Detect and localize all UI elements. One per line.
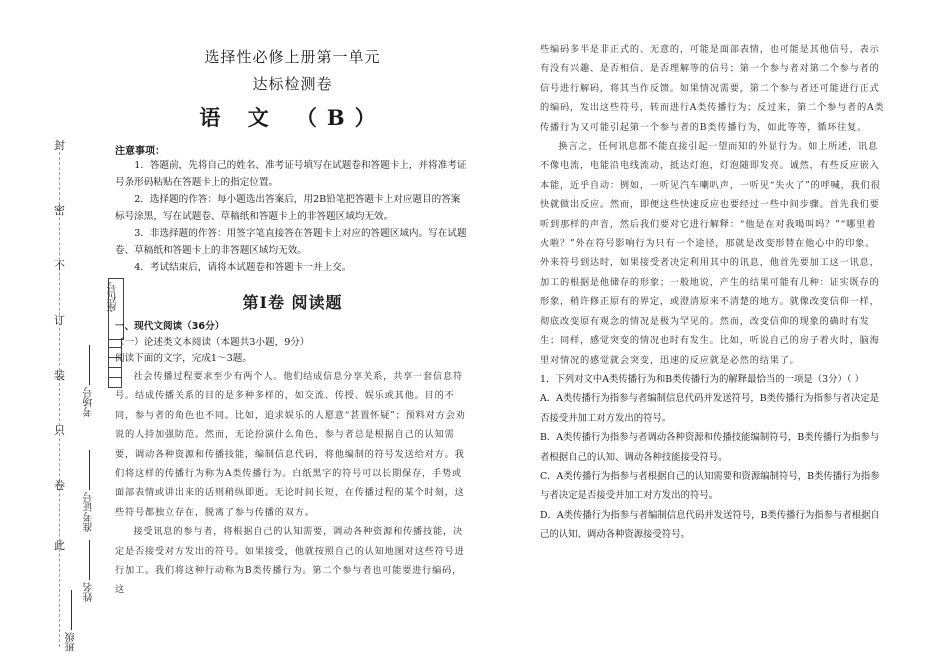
question-1: 1．下列对文中A类传播行为和B类传播行为的解释最恰当的一项是（3分）（ ） bbox=[540, 373, 864, 385]
unit-title: 选择性必修上册第一单元 bbox=[204, 48, 381, 66]
seal-char: 订 bbox=[54, 314, 65, 327]
exam-room-field[interactable]: 考场号 bbox=[84, 345, 96, 417]
passage-paragraph: 换言之，任何讯息都不能直接引起一望而知的外显行为。如上所述，讯息不像电流，电能沿电线流动，抵达灯泡，灯泡随即发亮。诚然，有些反应嵌入本能，近乎自动：例如，一听见汽车喇叭声，一听见“失火了”的呼喊，我们很快就做出反应。然而，即便这些快速反应也要经过一些中间步骤。首先我们要听到那样的声音，然后我们要对它进行解释：“他是在对我喝叫吗？”“哪里着火啦？”外在符号影响行为只有一个途径，那就是改变形替在他心中的印象。外来符号到达时，如果接受者决定利用其中的讯息，他首先要加工这一讯息，加工的根据是他储存的形象；一般地说，产生的结果可能有几种：证实既存的形象，稍许修正原有的界定，或澄清原来不清楚的地方。就像改变信仰一样，彻底改变原有观念的情况是极为罕见的。然而，改变信仰的现象的确时有发生；同样，感觉突变的情况也时有发生。比如，听说自己的房子着火时，脑海里对情况的感觉就会突变，迅速的反应就是必然的结果了。 bbox=[540, 141, 881, 366]
option-c: C．A类传播行为指参与者根据自己的认知需要和资源编制符号，B类传播行为指参与者决定是否接受并加工对方发出的符号。 bbox=[540, 470, 880, 502]
seal-char: 只 bbox=[54, 424, 65, 437]
seal-char: 此 bbox=[54, 539, 65, 552]
reading-instruction: 阅读下面的文字，完成1～3题。 bbox=[115, 353, 252, 364]
passage-paragraph: 接受讯息的参与者，将根据自己的认知需要，调动各种资源和传播技能，决定是否接受对方发出的符号。如果接受，他就按照自己的认知地图对这些符号进行加工。我们将这种行动称为B类传播行为。第二个参与者也可能要进行编码，这 bbox=[115, 526, 465, 596]
subsection-heading: （一）论述类文本阅读（本题共3小题，9分） bbox=[115, 337, 310, 348]
name-field[interactable]: 姓名 bbox=[84, 540, 96, 602]
left-column bbox=[115, 40, 470, 600]
notice-item: 3．非选择题的作答：用签字笔直接答在答题卡上对应的答题区域内。写在试题卷、草稿纸和答题卡上的非答题区域均无效。 bbox=[115, 228, 467, 256]
notice-heading: 注意事项： bbox=[115, 146, 165, 157]
seal-char: 密 bbox=[54, 204, 65, 217]
seal-char: 卷 bbox=[54, 479, 65, 492]
seal-char: 封 bbox=[54, 139, 65, 152]
section-subheading: 一、现代文阅读（36分） bbox=[115, 321, 225, 332]
subject-title: 语 文 （B） bbox=[199, 105, 386, 130]
option-d: D．A类传播行为指参与者编制信息代码并发送符号，B类传播行为指参与者根据自己的认知、调动各种资源接受符号。 bbox=[540, 509, 880, 541]
section-title: 第Ⅰ卷 阅读题 bbox=[242, 293, 343, 312]
notice-item: 4．考试结束后，请将本试题卷和答题卡一并上交。 bbox=[134, 262, 352, 273]
seal-char: 不 bbox=[54, 259, 65, 272]
notice-item: 2．选择题的作答：每小题选出答案后，用2B铅笔把答题卡上对应题目的答案标号涂黑，写在试题卷、草稿纸和答题卡上的非答题区域均无效。 bbox=[115, 194, 461, 222]
admission-number-field[interactable]: 准考证号 bbox=[84, 450, 96, 532]
passage-paragraph: 些编码多半是非正式的、无意的，可能是面部表情，也可能是其他信号，表示有没有兴趣、是否相信、是否理解等的信号；第一个参与者对第二个参与者的信号进行解码，将其当作反馈。如果情况需要，第二个参与者还可能进行正式的编码，发出这些符号，转而进行A类传播行为；反过来，第二个参与者的A类传播行为又可能引起第一个参与者的B类传播行为，如此等等，循环往复。 bbox=[540, 44, 885, 133]
binding-margin bbox=[40, 130, 120, 660]
test-title: 达标检测卷 bbox=[252, 75, 333, 93]
class-field[interactable]: 班级 bbox=[66, 590, 78, 652]
passage-paragraph: 社会传播过程要求至少有两个人。他们结成信息分享关系，共享一套信息符号。结成传播关系的目的是多种多样的，如交流、传授、娱乐或其他。目的不同，参与者的角色也不同。比如，追求娱乐的人愿意“甚置怀疑”；预料对方会劝说的人持加强防范。然而，无论扮演什么角色，参与者总是根据自己的认知需要，调动各种资源和传播技能，编制信息代码，将他编制的符号发送给对方。我们将这样的传播行为称为A类传播行为。白纸黑字的符号可以长期保存，手势或面部表情或讲出来的话则稍纵即逝。无论时间长短，在传播过程的某个时刻，这些符号都独立存在，脱离了参与传播的双方。 bbox=[115, 371, 466, 518]
right-column bbox=[540, 40, 885, 545]
seal-line bbox=[59, 142, 60, 647]
seat-number-label: 座位号 bbox=[108, 282, 119, 312]
option-b: B．A类传播行为指参与者调动各种资源和传播技能编制符号，B类传播行为指参与者根据自己的认知、调动各种技能接受符号。 bbox=[540, 432, 880, 463]
option-a: A．A类传播行为指参与者编制信息代码并发送符号，B类传播行为指参与者决定是否接受并加工对方发出的符号。 bbox=[540, 393, 880, 424]
seal-char: 装 bbox=[54, 369, 65, 382]
notice-item: 1．答题前，先将自己的姓名、准考证号填写在试题卷和答题卡上，并将准考证号条形码粘贴在答题卡上的指定位置。 bbox=[115, 160, 467, 188]
